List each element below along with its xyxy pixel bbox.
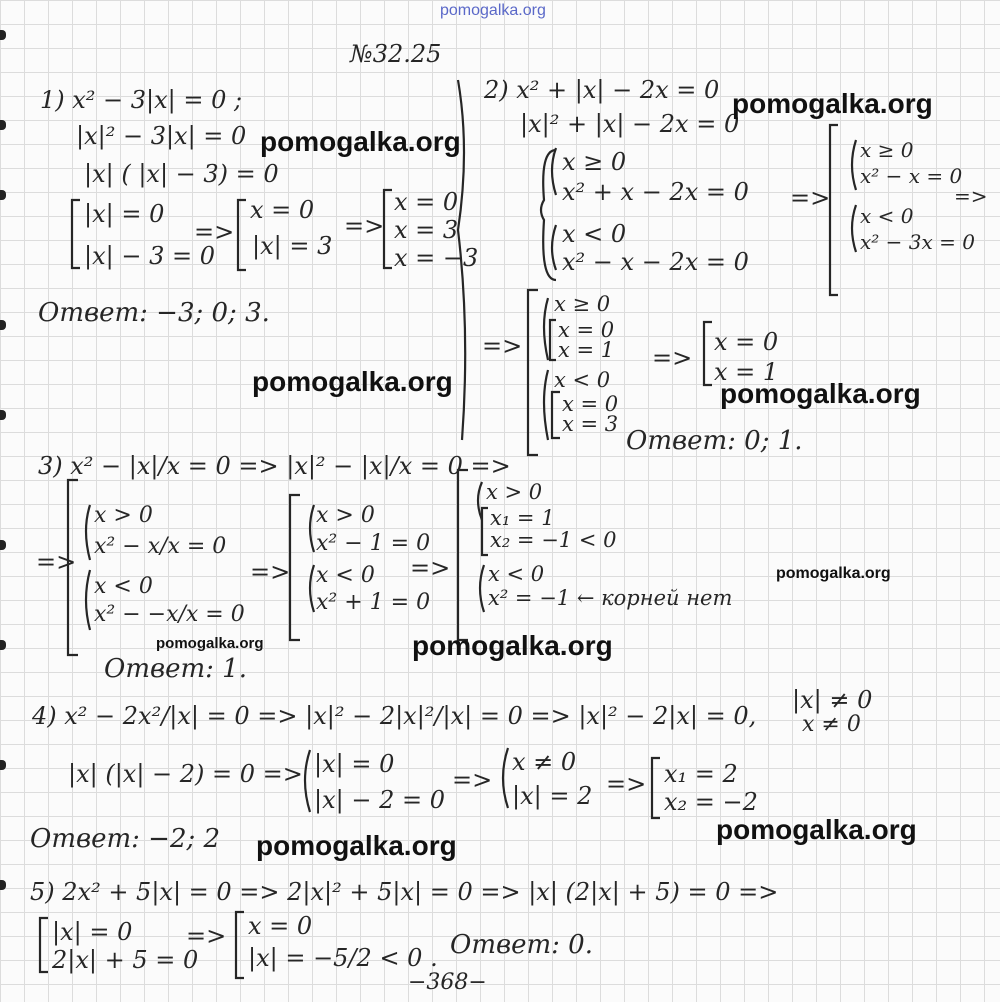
p3-b4: x² + 1 = 0: [316, 590, 431, 615]
p4-cond1: |x| ≠ 0: [792, 686, 873, 714]
p2-final1: x = 0: [714, 328, 779, 356]
bracket: [552, 392, 560, 438]
p3-a4: x² − −x/x = 0: [94, 602, 245, 627]
p1-set3-a: x = 0: [394, 188, 459, 216]
p1-set2-b: |x| = 3: [252, 232, 333, 260]
p1-arrow2: =>: [344, 212, 385, 240]
p4-set3-a: x₁ = 2: [664, 760, 738, 788]
watermark: pomogalka.org: [156, 635, 264, 652]
brace: [86, 505, 90, 560]
p2-arrow2: =>: [954, 184, 988, 208]
bracket: [482, 508, 488, 555]
p2-line2: |x|² + |x| − 2x = 0: [520, 110, 740, 138]
p2-r2: x² − x = 0: [860, 164, 963, 188]
p2-r1: x ≥ 0: [860, 138, 914, 162]
p4-line1: 4) x² − 2x²/|x| = 0 => |x|² − 2|x|²/|x| = 0 => |x|² − 2|x| = 0,: [32, 702, 757, 730]
p3-arrow1: =>: [250, 558, 291, 586]
brace: [86, 570, 90, 630]
p2-arrow1: =>: [790, 184, 831, 212]
bracket: [384, 190, 392, 268]
p2-d2: x = 0: [558, 318, 615, 342]
p5-set1-a: |x| = 0: [52, 918, 133, 946]
p5-arrow1: =>: [186, 922, 227, 950]
p2-r3: x < 0: [860, 204, 914, 228]
p2-final2: x = 1: [714, 358, 779, 386]
p4-set1-a: |x| = 0: [314, 750, 395, 778]
bracket: [704, 322, 712, 385]
p1-set2-a: x = 0: [250, 196, 315, 224]
p1-answer: Ответ: −3; 0; 3.: [38, 298, 270, 328]
p3-a2: x² − x/x = 0: [94, 534, 227, 559]
p4-answer: Ответ: −2; 2: [30, 824, 221, 854]
watermark: pomogalka.org: [256, 830, 457, 861]
watermark: pomogalka.org: [720, 378, 921, 409]
bracket: [528, 290, 538, 455]
p4-set1-b: |x| − 2 = 0: [314, 786, 445, 814]
brace: [305, 750, 310, 812]
p3-arrow2: =>: [410, 554, 451, 582]
brace: [503, 748, 508, 808]
watermark: pomogalka.org: [412, 630, 613, 661]
brace: [852, 140, 856, 190]
p3-c4: x < 0: [488, 562, 545, 586]
p2-d3: x = 1: [558, 338, 615, 362]
p3-b1: x > 0: [316, 503, 375, 528]
p1-line2: |x|² − 3|x| = 0: [76, 122, 247, 150]
p1-set3-c: x = −3: [394, 244, 479, 272]
p3-b3: x < 0: [316, 563, 375, 588]
p3-answer: Ответ: 1.: [104, 654, 247, 684]
p1-set1-b: |x| − 3 = 0: [84, 242, 215, 270]
p3-line1: 3) x² − |x|/x = 0 => |x|² − |x|/x = 0 =>: [38, 452, 511, 480]
p1-set1-a: |x| = 0: [84, 200, 165, 228]
p4-set2-b: |x| = 2: [512, 782, 593, 810]
bracket: [290, 495, 300, 640]
p3-b2: x² − 1 = 0: [316, 531, 431, 556]
brace: [310, 565, 314, 612]
p3-c5: x² = −1 ← корней нет: [488, 586, 733, 610]
p2-d6: x = 3: [562, 412, 619, 436]
page-number: −368−: [408, 970, 487, 995]
p1-set3-b: x = 3: [394, 216, 459, 244]
brace: [544, 370, 548, 440]
p2-answer: Ответ: 0; 1.: [626, 426, 803, 456]
p2-d1: x ≥ 0: [554, 292, 611, 316]
brace: [310, 505, 314, 552]
bracket: [550, 320, 556, 360]
p1-line3: |x| ( |x| − 3) = 0: [84, 160, 279, 188]
p4-arrow1: =>: [452, 766, 493, 794]
watermark: pomogalka.org: [776, 565, 891, 582]
p4-set2-a: x ≠ 0: [512, 748, 577, 776]
p2-case1: x ≥ 0: [562, 148, 627, 176]
p4-arrow2: =>: [606, 770, 647, 798]
p4-line2: |x| (|x| − 2) = 0 =>: [68, 760, 303, 788]
p2-d4: x < 0: [554, 368, 611, 392]
p2-case4: x² − x − 2x = 0: [562, 248, 749, 276]
p3-c3: x₂ = −1 < 0: [490, 528, 617, 552]
p3-a3: x < 0: [94, 574, 153, 599]
bracket: [238, 200, 246, 270]
p5-set1-b: 2|x| + 5 = 0: [52, 946, 199, 974]
p2-case3: x < 0: [562, 220, 627, 248]
bracket: [40, 918, 48, 972]
p2-d5: x = 0: [562, 392, 619, 416]
bracket: [830, 125, 838, 295]
problem-number: №32.25: [350, 40, 442, 68]
brace: [552, 225, 556, 270]
brace: [852, 205, 856, 252]
p3-a1: x > 0: [94, 503, 153, 528]
p5-answer: Ответ: 0.: [450, 930, 593, 960]
p5-set2-b: |x| = −5/2 < 0 .: [248, 944, 438, 972]
p4-set3-b: x₂ = −2: [664, 788, 758, 816]
brace: [544, 298, 548, 360]
watermark: pomogalka.org: [260, 126, 461, 157]
p5-set2-a: x = 0: [248, 912, 313, 940]
p2-case2: x² + x − 2x = 0: [562, 178, 749, 206]
p3-arrow0: =>: [36, 548, 77, 576]
bracket: [458, 470, 468, 640]
p3-c2: x₁ = 1: [490, 506, 555, 530]
bracket: [652, 758, 660, 818]
brace: [480, 565, 484, 612]
p2-arrow4: =>: [652, 344, 693, 372]
p1-line1: 1) x² − 3|x| = 0 ;: [40, 86, 243, 114]
brace: [552, 148, 556, 195]
watermark: pomogalka.org: [252, 366, 453, 397]
watermark: pomogalka.org: [716, 814, 917, 845]
p3-c1: x > 0: [486, 480, 543, 504]
bracket: [236, 912, 244, 978]
bracket: [72, 200, 80, 268]
p2-line1: 2) x² + |x| − 2x = 0: [484, 76, 720, 104]
p4-cond2: x ≠ 0: [802, 712, 861, 737]
p2-r4: x² − 3x = 0: [860, 230, 975, 254]
p5-line1: 5) 2x² + 5|x| = 0 => 2|x|² + 5|x| = 0 => |x| (2|x| + 5) = 0 =>: [30, 878, 779, 906]
watermark: pomogalka.org: [732, 88, 933, 119]
p2-arrow3: =>: [482, 332, 523, 360]
p1-arrow1: =>: [194, 218, 235, 246]
watermark-top: pomogalka.org: [440, 2, 546, 19]
